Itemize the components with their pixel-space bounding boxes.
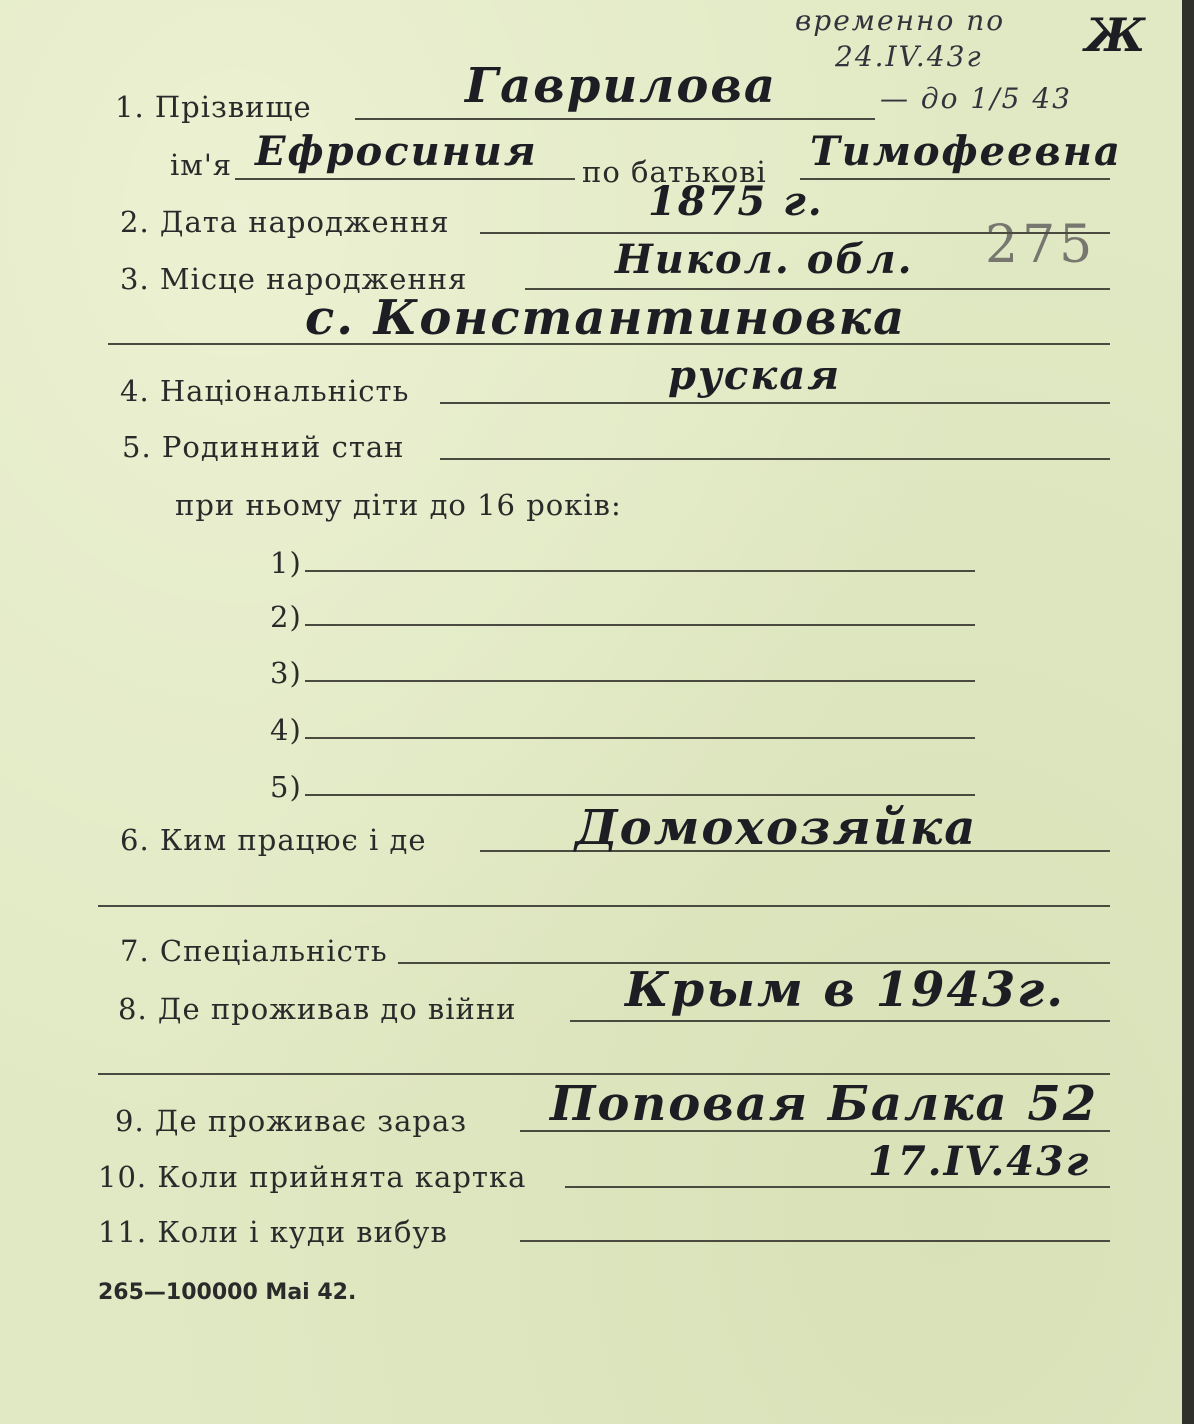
label-occupation: 6. Ким працює і де <box>120 823 427 857</box>
label-card-accepted: 10. Коли прийнята картка <box>98 1160 527 1194</box>
line-departure <box>520 1240 1110 1242</box>
note-date-to: — до 1/5 43 <box>880 82 1072 115</box>
label-nationality: 4. Національність <box>120 374 410 408</box>
line-child-5 <box>305 794 975 796</box>
value-birth-place-2: с. Константиновка <box>305 290 907 346</box>
label-birth-date: 2. Дата народження <box>120 205 450 239</box>
line-patronymic <box>800 178 1110 180</box>
card-number: 275 <box>985 215 1097 275</box>
label-child-4: 4) <box>270 713 302 747</box>
label-surname: 1. Прізвище <box>115 90 312 124</box>
label-current-residence: 9. Де проживає зараз <box>115 1104 468 1138</box>
note-initials: Ж <box>1085 8 1148 62</box>
line-surname <box>355 118 875 120</box>
value-name: Ефросиния <box>255 128 538 175</box>
label-prewar-residence: 8. Де проживав до війни <box>118 992 517 1026</box>
label-name: ім'я <box>170 148 233 182</box>
print-code: 265—100000 Mai 42. <box>98 1280 357 1305</box>
value-nationality: руская <box>668 352 842 399</box>
value-card-accepted: 17.IV.43г <box>868 1138 1091 1185</box>
label-specialty: 7. Спеціальність <box>120 934 388 968</box>
line-child-3 <box>305 680 975 682</box>
line-birth-date <box>480 232 1110 234</box>
note-temporary: временно по <box>795 4 1006 37</box>
value-prewar-residence: Крым в 1943г. <box>625 962 1065 1018</box>
label-children: при ньому діти до 16 років: <box>175 488 622 522</box>
line-child-2 <box>305 624 975 626</box>
value-occupation: Домохозяйка <box>575 800 978 856</box>
label-marital-status: 5. Родинний стан <box>122 430 405 464</box>
value-current-residence: Поповая Балка 52 <box>550 1076 1099 1132</box>
line-prewar-residence <box>570 1020 1110 1022</box>
label-child-3: 3) <box>270 656 302 690</box>
line-card-accepted <box>565 1186 1110 1188</box>
value-patronymic: Тимофеевна <box>810 128 1122 175</box>
card-edge <box>1182 0 1194 1424</box>
line-prewar-residence-2 <box>98 1073 1110 1075</box>
line-name <box>235 178 575 180</box>
label-departure: 11. Коли і куди вибув <box>98 1215 448 1249</box>
value-surname: Гаврилова <box>465 58 777 114</box>
value-birth-date: 1875 г. <box>648 178 824 225</box>
line-child-1 <box>305 570 975 572</box>
line-nationality <box>440 402 1110 404</box>
label-birth-place: 3. Місце народження <box>120 262 468 296</box>
label-patronymic: по батькові <box>582 155 767 189</box>
label-child-5: 5) <box>270 770 302 804</box>
line-child-4 <box>305 737 975 739</box>
note-date-from: 24.IV.43г <box>835 40 983 73</box>
label-child-1: 1) <box>270 546 302 580</box>
line-marital-status <box>440 458 1110 460</box>
line-occupation-2 <box>98 905 1110 907</box>
value-birth-place-1: Никол. обл. <box>615 236 914 283</box>
label-child-2: 2) <box>270 600 302 634</box>
